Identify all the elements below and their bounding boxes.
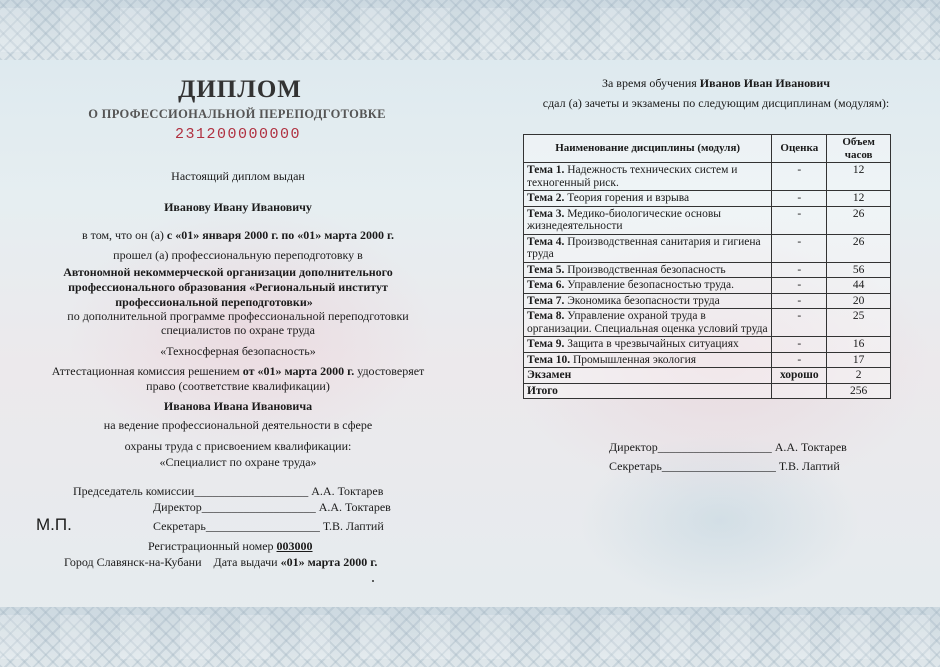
hours-cell: 20 [827, 293, 891, 309]
diploma-subtitle: О ПРОФЕССИОНАЛЬНОЙ ПЕРЕПОДГОТОВКЕ [88, 107, 386, 121]
registration-number: 003000 [276, 539, 313, 553]
grade-cell: - [772, 337, 827, 353]
total-row-grade [772, 383, 827, 399]
table-row [524, 337, 891, 353]
discipline-cell [524, 262, 772, 278]
chairman-blank: ___________________ [194, 484, 309, 498]
grade-cell: - [772, 206, 827, 234]
grade-cell: - [772, 293, 827, 309]
director-name: А.А. Токтарев [318, 500, 391, 514]
exam-row-label: Экзамен [524, 368, 772, 384]
hours-cell: 12 [827, 163, 891, 191]
topic-name: Управление безопасностью труда. [564, 279, 734, 291]
program-line-2: специалистов по охране труда [161, 323, 315, 337]
secretary-signature-line [153, 519, 384, 533]
right-director-name: А.А. Токтарев [774, 440, 847, 454]
topic-number: Тема 7. [527, 294, 565, 307]
topic-number: Тема 8. [527, 310, 565, 322]
topic-number: Тема 3. [527, 207, 565, 220]
hours-cell: 44 [827, 278, 891, 294]
recipient-name-genitive: Иванова Ивана Ивановича [163, 399, 313, 413]
registration-number-line [148, 539, 313, 553]
right-line: право (соответствие квалификации) [146, 379, 330, 393]
right-secretary-blank: ___________________ [661, 459, 776, 473]
right-director-signature-line [609, 440, 847, 454]
secretary-name: Т.В. Лаптий [322, 519, 384, 533]
org-line-2: профессионального образования «Региональный институт [68, 280, 388, 294]
commission-decision [52, 364, 425, 378]
total-row [524, 383, 891, 399]
discipline-cell [524, 206, 772, 234]
student-name: Иванов Иван Иванович [699, 76, 831, 90]
chairman-label: Председатель комиссии [73, 484, 195, 498]
exam-row-grade: хорошо [772, 368, 827, 384]
activity-line-2: охраны труда с присвоением квалификации: [124, 439, 352, 453]
registration-label: Регистрационный номер [148, 539, 277, 553]
stamp-place-label: М.П. [36, 515, 72, 534]
study-period [82, 228, 394, 242]
total-row-label: Итого [524, 383, 772, 399]
chairman-signature-line [73, 484, 383, 498]
program-name: «Техносферная безопасность» [160, 344, 316, 358]
exam-row-hours: 2 [827, 368, 891, 384]
program-line-1: по дополнительной программе профессиональной переподготовки [67, 309, 409, 323]
period-dates: с «01» января 2000 г. по «01» марта 2000 г. [166, 228, 395, 242]
hours-cell: 26 [827, 206, 891, 234]
discipline-cell [524, 352, 772, 368]
hours-cell: 56 [827, 262, 891, 278]
hours-cell: 16 [827, 337, 891, 353]
recipient-name-dative: Иванову Ивану Ивановичу [164, 200, 312, 214]
hours-cell: 26 [827, 234, 891, 262]
secretary-blank: ___________________ [205, 519, 320, 533]
right-director-blank: ___________________ [657, 440, 772, 454]
topic-name: Производственная безопасность [564, 263, 726, 276]
discipline-cell [524, 293, 772, 309]
table-row [524, 309, 891, 337]
commission-date: от «01» марта 2000 г. [242, 364, 355, 378]
right-secretary-label: Секретарь [609, 459, 662, 473]
period-prefix: в том, что он (а) [81, 228, 167, 242]
topic-name: Теория горения и взрыва [564, 192, 690, 204]
director-blank: ___________________ [201, 500, 316, 514]
topic-name: Управление охраной труда в организации. Специальная оценка условий труда [527, 310, 768, 335]
issue-date-label: Дата выдачи [213, 555, 281, 569]
chairman-name: А.А. Токтарев [311, 484, 384, 498]
exam-row [524, 368, 891, 384]
org-line-3: профессиональной переподготовки» [115, 295, 313, 309]
org-line-1: Автономной некоммерческой организации дополнительного [63, 265, 393, 279]
stray-dot [372, 580, 374, 582]
grade-cell: - [772, 163, 827, 191]
topic-number: Тема 6. [527, 279, 565, 291]
topic-name: Медико-биологические основы жизнедеятельности [527, 207, 721, 232]
topic-number: Тема 1. [527, 164, 565, 176]
study-prefix: За время обучения [601, 76, 700, 90]
exams-line: сдал (а) зачеты и экзамены по следующим дисциплинам (модулям): [542, 96, 890, 110]
table-row [524, 163, 891, 191]
city: Город Славянск-на-Кубани [64, 555, 202, 569]
table-row [524, 352, 891, 368]
qualification-name: «Специалист по охране труда» [159, 455, 317, 469]
table-row [524, 278, 891, 294]
diploma-title: ДИПЛОМ [178, 76, 302, 103]
discipline-cell [524, 234, 772, 262]
topic-name: Промышленная экология [570, 353, 697, 366]
top-ornament-band [0, 0, 940, 60]
grade-cell: - [772, 309, 827, 337]
hours-cell: 25 [827, 309, 891, 337]
header-discipline: Наименование дисциплины (модуля) [524, 135, 772, 163]
topic-number: Тема 10. [527, 353, 571, 366]
header-hours: Объем часов [827, 135, 891, 163]
right-director-label: Директор [609, 440, 658, 454]
discipline-cell [524, 337, 772, 353]
grades-header-row [524, 135, 891, 163]
grade-cell: - [772, 262, 827, 278]
topic-name: Надежность технических систем и техногенный риск. [527, 164, 738, 189]
passed-line: прошел (а) профессиональную переподготовку в [113, 248, 363, 262]
city-and-date-line [64, 555, 377, 569]
director-label: Директор [153, 500, 202, 514]
table-row [524, 293, 891, 309]
topic-number: Тема 5. [527, 263, 565, 276]
table-row [524, 191, 891, 207]
discipline-cell [524, 309, 772, 337]
topic-name: Экономика безопасности труда [564, 294, 720, 307]
topic-name: Защита в чрезвычайных ситуациях [564, 338, 739, 350]
issue-date: «01» марта 2000 г. [280, 555, 378, 569]
topic-number: Тема 9. [527, 338, 565, 350]
table-row [524, 206, 891, 234]
director-signature-line [153, 500, 391, 514]
commission-prefix: Аттестационная комиссия решением [51, 364, 243, 378]
topic-name: Производственная санитария и гигиена труда [527, 235, 761, 260]
table-row [524, 234, 891, 262]
right-secretary-name: Т.В. Лаптий [778, 459, 840, 473]
grade-cell: - [772, 278, 827, 294]
secretary-label: Секретарь [153, 519, 206, 533]
serial-number: 231200000000 [174, 126, 302, 143]
study-line [602, 76, 830, 90]
grade-cell: - [772, 234, 827, 262]
commission-suffix: удостоверяет [354, 364, 425, 378]
table-row [524, 262, 891, 278]
topic-number: Тема 2. [527, 192, 565, 204]
topic-number: Тема 4. [527, 235, 565, 248]
issued-to-label: Настоящий диплом выдан [171, 169, 305, 183]
activity-line-1: на ведение профессиональной деятельности в сфере [103, 418, 373, 432]
discipline-cell [524, 191, 772, 207]
grades-table [523, 134, 891, 399]
hours-cell: 17 [827, 352, 891, 368]
right-secretary-signature-line [609, 459, 840, 473]
total-row-hours: 256 [827, 383, 891, 399]
grade-cell: - [772, 191, 827, 207]
bottom-ornament-band [0, 607, 940, 667]
discipline-cell [524, 163, 772, 191]
grade-cell: - [772, 352, 827, 368]
header-grade: Оценка [772, 135, 827, 163]
discipline-cell [524, 278, 772, 294]
hours-cell: 12 [827, 191, 891, 207]
